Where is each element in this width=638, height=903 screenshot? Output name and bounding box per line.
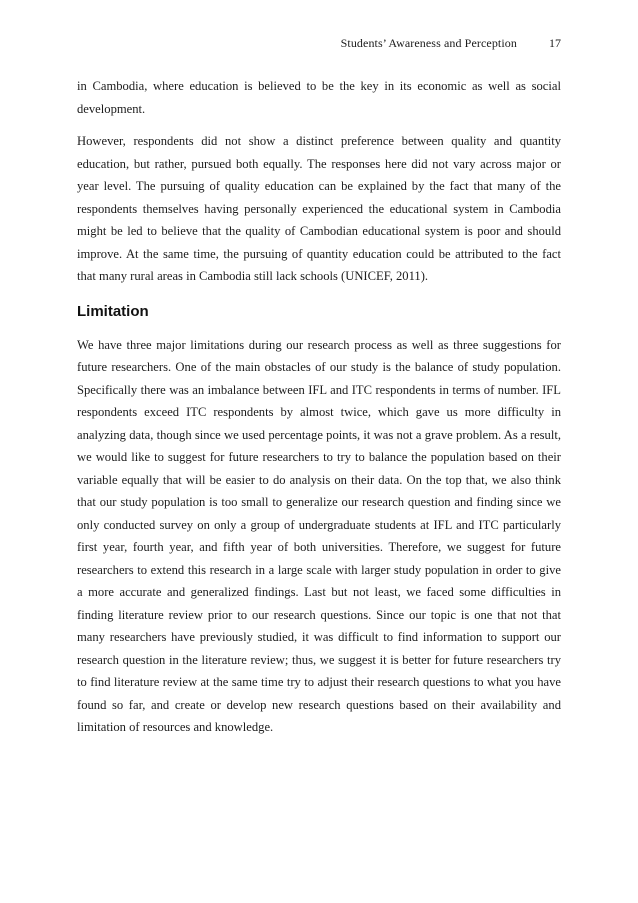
paragraph-development: in Cambodia, where education is believed to be the key in its economic as well as social development. xyxy=(77,79,561,116)
paragraph-limitations: We have three major limitations during our research process as well as three suggestions for future researchers. One of the main obstacles of our study is the balance of study population. Specifically there was an imbalance between IFL and ITC respondents in terms of number. IFL respondents exceed ITC respondents by almost twice, which gave us more difficulty in analyzing data, though since we used percentage points, it was not a grave problem. As a result, we would like to suggest for future researchers to try to balance the population based on their variable equally that will be easier to do analysis on their data. On the top that, we also think that our study population is too small to generalize our research question and finding since we only conducted survey on only a group of undergraduate students at IFL and ITC particularly first year, fourth year, and fifth year of both universities. Therefore, we suggest for future researchers to extend this research in a large scale with larger study population in order to give a more accurate and generalized findings. Last but not least, we faced some difficulties in finding literature review prior to our research questions. Since our topic is one that not that many researchers have previously studied, it was difficult to find information to support our research question in the literature review; thus, we suggest it is better for future researchers try to find literature review at the same time try to adjust their research questions to what you have found so far, and create or develop new research questions based on their availability and limitation of resources and knowledge. xyxy=(77,337,561,734)
section-heading-limitation: Limitation xyxy=(77,302,149,320)
running-head: Students’ Awareness and Perception xyxy=(340,36,517,50)
page-number: 17 xyxy=(549,36,561,50)
page-header xyxy=(77,36,561,51)
paragraph-quality-quantity: However, respondents did not show a distinct preference between quality and quantity education, but rather, pursued both equally. The responses here did not vary across major or year level. The pursuing of quality education can be explained by the fact that many of the respondents themselves having personally experienced the educational system in Cambodia might be led to believe that the quality of Cambodian educational system is poor and should improve. At the same time, the pursuing of quantity education could be attributed to the fact that many rural areas in Cambodia still lack schools (UNICEF, 2011). xyxy=(77,134,561,283)
